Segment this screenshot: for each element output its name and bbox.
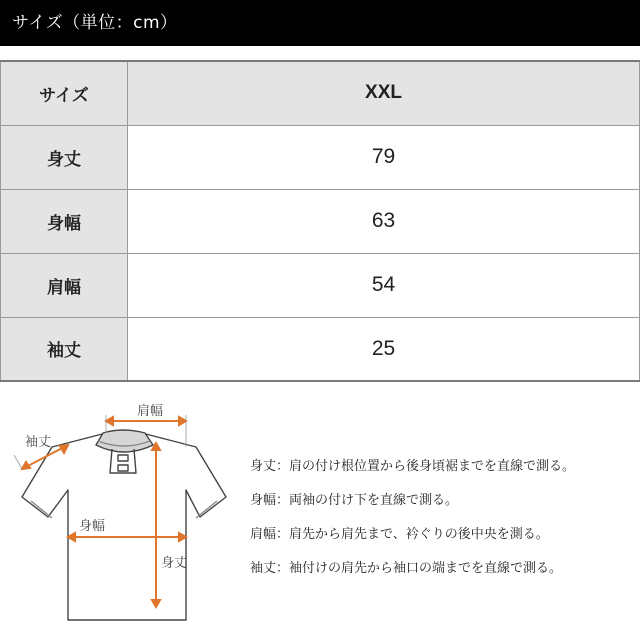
table-row [1, 253, 640, 317]
shoulder-width-label: 肩幅 [136, 404, 164, 419]
row-label-length: 身丈 [1, 125, 128, 189]
row-value-shoulder: 54 [128, 253, 640, 317]
sleeve-length-label: 袖丈 [24, 435, 52, 450]
size-table [0, 60, 640, 382]
page-header: サイズ（単位：cm） [0, 0, 640, 46]
note-body-length: 身丈：肩の付け根位置から後身頃裾までを直線で測る。 [250, 459, 576, 474]
polo-measurement-diagram [10, 395, 240, 630]
row-value-width: 63 [128, 189, 640, 253]
table-row [1, 125, 640, 189]
row-label-sleeve: 袖丈 [1, 317, 128, 381]
table-header-row [1, 61, 640, 125]
row-value-sleeve: 25 [128, 317, 640, 381]
note-shoulder-width: 肩幅：肩先から肩先まで、衿ぐりの後中央を測る。 [250, 527, 549, 542]
body-length-label: 身丈 [160, 556, 188, 571]
row-label-shoulder: 肩幅 [1, 253, 128, 317]
polo-shirt-outline [22, 430, 226, 620]
corner-label: サイズ [1, 61, 128, 125]
body-width-label: 身幅 [78, 519, 106, 534]
table-row [1, 317, 640, 381]
measurement-notes [250, 458, 635, 594]
note-body-width: 身幅：両袖の付け下を直線で測る。 [250, 493, 459, 508]
row-label-width: 身幅 [1, 189, 128, 253]
size-header: XXL [128, 61, 640, 125]
note-sleeve-length: 袖丈：袖付けの肩先から袖口の端までを直線で測る。 [250, 561, 563, 576]
row-value-length: 79 [128, 125, 640, 189]
table-row [1, 189, 640, 253]
